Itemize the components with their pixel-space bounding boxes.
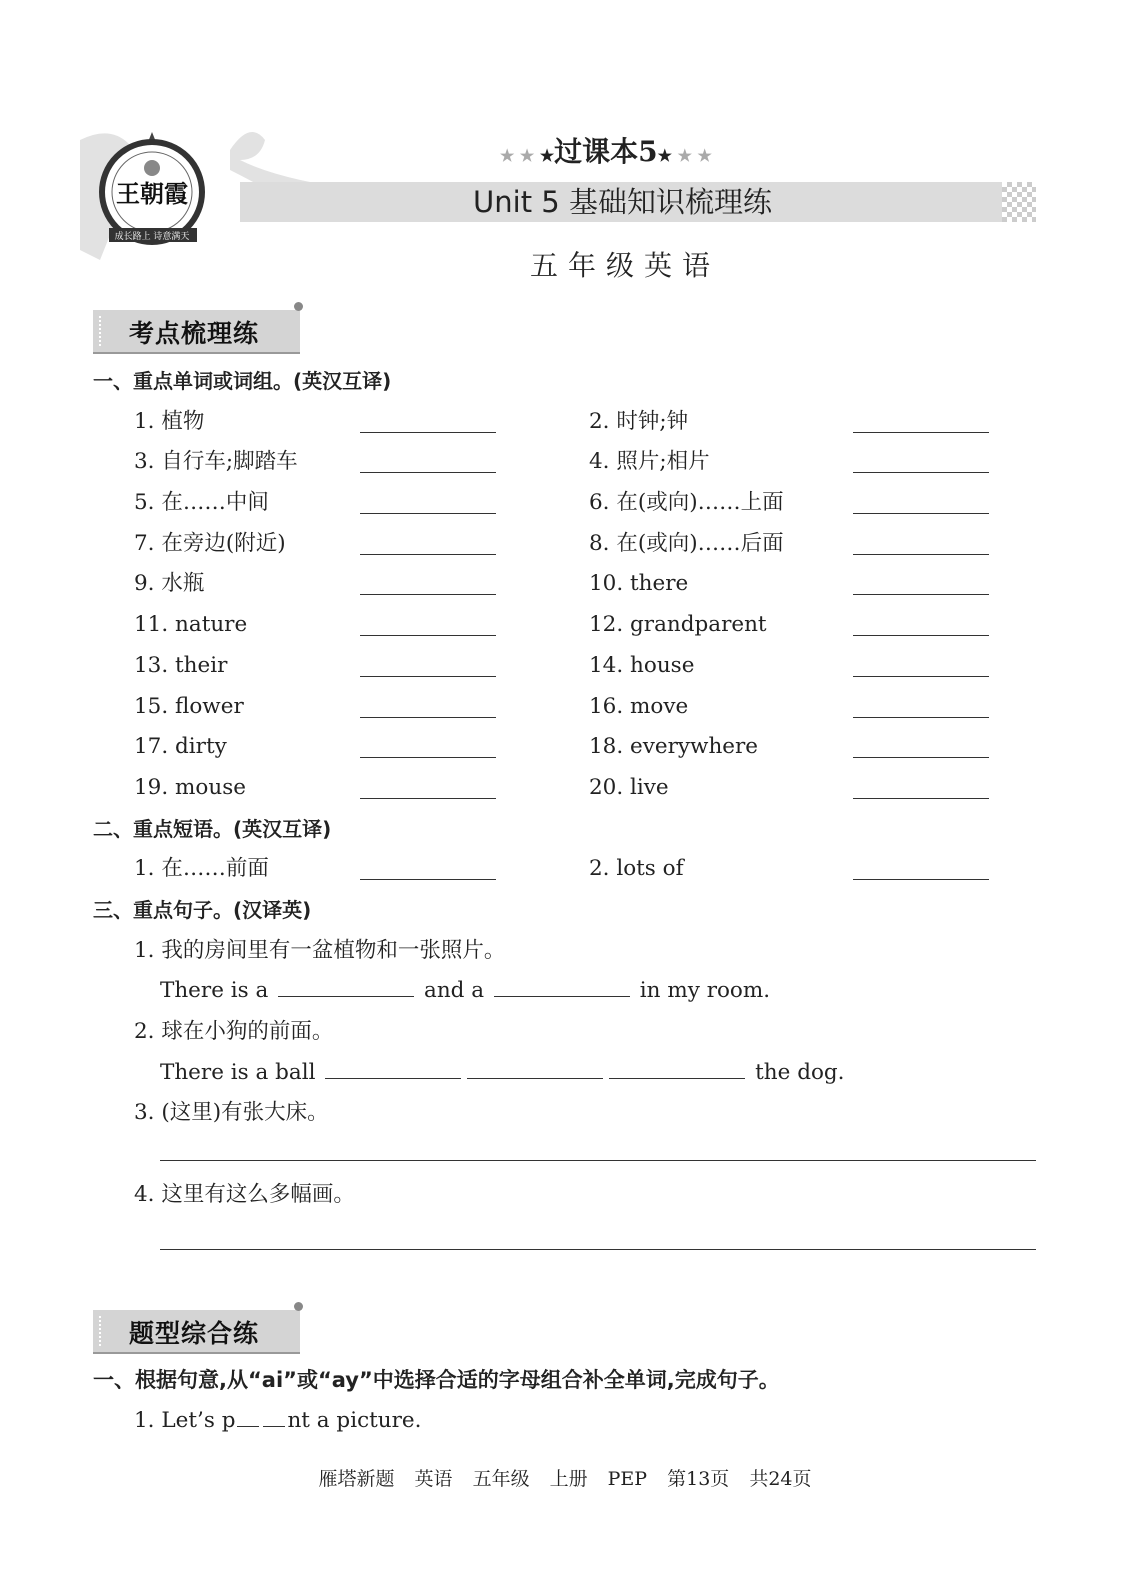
- text: and a: [424, 978, 485, 1004]
- answer-blank[interactable]: [853, 676, 989, 677]
- pin-icon: [294, 302, 303, 311]
- answer-blank[interactable]: [853, 472, 989, 473]
- answer-blank[interactable]: [467, 1056, 603, 1079]
- answer-blank[interactable]: [360, 879, 496, 880]
- vocab-item: 9. 水瓶: [134, 571, 205, 597]
- answer-blank[interactable]: [853, 757, 989, 758]
- letter-blank[interactable]: [237, 1408, 259, 1427]
- section2-content: [93, 1360, 1038, 1441]
- unit-title: Unit 5 基础知识梳理练: [473, 185, 772, 219]
- answer-blank[interactable]: [494, 974, 630, 997]
- vocab-row: [93, 768, 1038, 809]
- brand-logo: [95, 130, 210, 250]
- section-label: 题型综合练: [129, 1319, 260, 1348]
- answer-blank[interactable]: [325, 1056, 461, 1079]
- answer-blank[interactable]: [853, 554, 989, 555]
- sentence-q2-cn: 2. 球在小狗的前面。: [134, 1019, 334, 1044]
- text: the dog.: [755, 1059, 845, 1085]
- sentence-q1-cn: 1. 我的房间里有一盆植物和一张照片。: [134, 937, 506, 963]
- s2-question-1: [93, 1401, 1038, 1442]
- vocab-item: 3. 自行车;脚踏车: [134, 449, 298, 475]
- sentence-q3-cn: 3. (这里)有张大床。: [134, 1100, 329, 1126]
- text: 1. Let’s p: [134, 1407, 236, 1433]
- sentence-q2-en: [93, 1053, 1038, 1094]
- vocab-item: 8. 在(或向)……后面: [589, 530, 784, 556]
- phrase-row: [93, 849, 1038, 890]
- sentence-q4-answer-line[interactable]: [93, 1215, 1038, 1256]
- vocab-item: 15. flower: [134, 693, 244, 719]
- answer-blank[interactable]: [853, 717, 989, 718]
- answer-blank[interactable]: [609, 1056, 745, 1079]
- answer-blank[interactable]: [360, 717, 496, 718]
- answer-blank[interactable]: [853, 635, 989, 636]
- vocab-item: 17. dirty: [134, 734, 227, 760]
- section-banner-kaodian: [93, 310, 300, 354]
- vocab-item: 7. 在旁边(附近): [134, 530, 286, 556]
- answer-blank[interactable]: [278, 974, 414, 997]
- svg-text:成长路上 诗意满天: 成长路上 诗意满天: [114, 232, 190, 242]
- vocab-item: 18. everywhere: [589, 734, 759, 760]
- vocab-row: [93, 483, 1038, 524]
- vocab-item: 12. grandparent: [589, 612, 767, 638]
- vocab-row: [93, 727, 1038, 768]
- vocab-row: [93, 402, 1038, 443]
- text: There is a ball: [160, 1059, 316, 1085]
- answer-blank[interactable]: [853, 798, 989, 799]
- answer-blank[interactable]: [360, 676, 496, 677]
- vocab-row: [93, 605, 1038, 646]
- vocab-item: 10. there: [589, 571, 689, 597]
- answer-blank[interactable]: [853, 594, 989, 595]
- svg-text:王朝霞: 王朝霞: [116, 179, 188, 208]
- part2-heading: 二、重点短语。(英汉互译): [93, 816, 332, 841]
- vocab-item: 14. house: [589, 652, 695, 678]
- vocab-row: [93, 524, 1038, 565]
- section-banner-tixing: [93, 1310, 300, 1354]
- text: nt a picture.: [287, 1407, 422, 1433]
- text: in my room.: [639, 978, 771, 1004]
- answer-blank[interactable]: [360, 432, 496, 433]
- answer-blank[interactable]: [360, 554, 496, 555]
- vocab-row: [93, 646, 1038, 687]
- answer-blank[interactable]: [853, 879, 989, 880]
- vocab-item: 16. move: [589, 693, 689, 719]
- sentence-q4-cn: 4. 这里有这么多幅画。: [134, 1181, 355, 1207]
- series-title: ★ ★ ★过课本5★ ★ ★: [500, 135, 712, 168]
- banner-checker-decoration: [1002, 182, 1036, 222]
- pin-icon: [294, 1302, 303, 1311]
- subtitle: 五年级英语: [529, 249, 720, 282]
- sentence-q1-en: [93, 971, 1038, 1012]
- section-label: 考点梳理练: [129, 319, 260, 348]
- answer-blank[interactable]: [853, 432, 989, 433]
- vocab-row: [93, 687, 1038, 728]
- answer-blank[interactable]: [853, 513, 989, 514]
- series-title-text: 过课本5: [554, 135, 658, 168]
- answer-blank[interactable]: [360, 635, 496, 636]
- answer-blank[interactable]: [360, 757, 496, 758]
- letter-blank[interactable]: [263, 1408, 285, 1427]
- vocab-item: 13. their: [134, 652, 228, 678]
- part1-heading: 一、重点单词或词组。(英汉互译): [93, 369, 392, 393]
- vocab-row: [93, 564, 1038, 605]
- vocab-item: 6. 在(或向)……上面: [589, 490, 784, 516]
- text: There is a: [160, 978, 269, 1004]
- vocab-item: 19. mouse: [134, 774, 246, 800]
- phrase-item: 2. lots of: [589, 856, 684, 882]
- vocab-row: [93, 442, 1038, 483]
- vocab-item: 5. 在……中间: [134, 490, 269, 516]
- vocab-item: 11. nature: [134, 612, 248, 638]
- page-footer: 雁塔新题 英语 五年级 上册 PEP 第13页 共24页: [318, 1468, 812, 1490]
- vocab-item: 2. 时钟;钟: [589, 408, 689, 434]
- answer-blank[interactable]: [360, 472, 496, 473]
- vocab-item: 4. 照片;相片: [589, 449, 710, 475]
- sentence-q3-answer-line[interactable]: [93, 1134, 1038, 1175]
- answer-blank[interactable]: [360, 594, 496, 595]
- vocab-item: 1. 植物: [134, 408, 205, 434]
- section1-content: [93, 361, 1038, 1256]
- answer-blank[interactable]: [360, 513, 496, 514]
- s2-part1-heading: 一、根据句意,从“ai”或“ay”中选择合适的字母组合补全单词,完成句子。: [93, 1368, 780, 1392]
- phrase-item: 1. 在……前面: [134, 856, 269, 882]
- answer-blank[interactable]: [360, 798, 496, 799]
- part3-heading: 三、重点句子。(汉译英): [93, 897, 312, 922]
- vocab-item: 20. live: [589, 774, 669, 800]
